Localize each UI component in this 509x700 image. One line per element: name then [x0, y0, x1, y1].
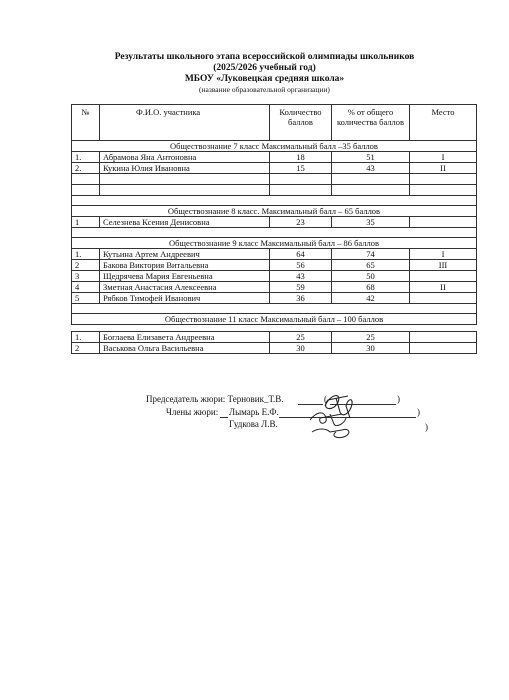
row-score: 64: [270, 249, 332, 260]
jury-member-2: Гудкова Л.В.: [229, 419, 278, 429]
signature-scribble: [290, 384, 420, 444]
row-percent: 50: [332, 271, 410, 282]
row-percent: 25: [332, 332, 410, 343]
empty-row: [72, 185, 477, 196]
jury-member-1: Лымарь Е.Ф.: [229, 407, 279, 417]
row-percent: 68: [332, 282, 410, 293]
row-name: Щедрячева Мария Евгеньевна: [100, 271, 270, 282]
paren-close: ): [397, 394, 400, 404]
empty-row: [72, 196, 477, 206]
section-title: Обществознание 9 класс Максимальный балл – 86 баллов: [72, 238, 477, 249]
col-name: Ф.И.О. участника: [100, 105, 270, 141]
row-place: [410, 332, 477, 343]
row-score: 25: [270, 332, 332, 343]
row-name: Рябков Тимофей Иванович: [100, 293, 270, 304]
section-row-7: [72, 141, 477, 152]
table-row: [72, 332, 477, 343]
row-place: [410, 217, 477, 228]
row-score: 43: [270, 271, 332, 282]
empty-row: [72, 174, 477, 185]
jury-chair: Председатель жюри: Терновик_Т.В.: [146, 394, 284, 404]
row-score: 36: [270, 293, 332, 304]
col-score: Количество баллов: [270, 105, 332, 141]
row-number: 1.: [72, 332, 100, 343]
row-place: I: [410, 152, 477, 163]
table-row: [72, 152, 477, 163]
row-percent: 30: [332, 343, 410, 354]
row-number: 4: [72, 282, 100, 293]
row-place: [410, 271, 477, 282]
row-place: III: [410, 260, 477, 271]
row-name: Зметная Анастасия Алексеевна: [100, 282, 270, 293]
section-title: Обществознание 8 класс. Максимальный балл – 65 баллов: [72, 206, 477, 217]
row-percent: 74: [332, 249, 410, 260]
row-percent: 51: [332, 152, 410, 163]
table-header-row: [72, 105, 477, 141]
school-name: МБОУ «Луковецкая средняя школа»: [184, 74, 345, 84]
table-row: [72, 271, 477, 282]
section-row-8: [72, 206, 477, 217]
row-percent: 65: [332, 260, 410, 271]
title-line-2: (2025/2026 учебный год): [213, 63, 316, 73]
table-row: [72, 163, 477, 174]
table-row: [72, 217, 477, 228]
row-name: Кутьина Артем Андреевич: [100, 249, 270, 260]
row-score: 23: [270, 217, 332, 228]
paren-close: ): [425, 422, 428, 432]
row-name: Боглаева Елизавета Андреевна: [100, 332, 270, 343]
row-percent: 42: [332, 293, 410, 304]
row-number: 1: [72, 217, 100, 228]
row-number: 1.: [72, 152, 100, 163]
table-row: [72, 260, 477, 271]
table-row: [72, 249, 477, 260]
signature-line: [220, 417, 228, 418]
row-number: 2: [72, 260, 100, 271]
col-number: №: [72, 105, 100, 141]
title-line-1: Результаты школьного этапа всероссийской олимпиады школьников: [114, 52, 415, 62]
row-score: 56: [270, 260, 332, 271]
row-number: 5: [72, 293, 100, 304]
section-row-9: [72, 238, 477, 249]
row-place: II: [410, 163, 477, 174]
row-number: 1.: [72, 249, 100, 260]
empty-row: [72, 228, 477, 238]
results-table: [71, 104, 477, 354]
school-caption: (название образовательной организации): [199, 85, 330, 94]
table-row: [72, 343, 477, 354]
row-score: 59: [270, 282, 332, 293]
table-row: [72, 293, 477, 304]
col-place: Место: [410, 105, 477, 141]
row-name: Селезнева Ксения Денисовна: [100, 217, 270, 228]
row-percent: 43: [332, 163, 410, 174]
empty-row: [72, 304, 477, 314]
col-percent: % от общего количества баллов: [332, 105, 410, 141]
table-row: [72, 282, 477, 293]
row-place: [410, 343, 477, 354]
row-name: Абрамова Яна Антоновна: [100, 152, 270, 163]
row-percent: 35: [332, 217, 410, 228]
row-number: 3: [72, 271, 100, 282]
row-score: 30: [270, 343, 332, 354]
jury-members-label: Члены жюри:: [166, 407, 219, 417]
row-name: Васькова Ольга Васильевна: [100, 343, 270, 354]
row-name: Кукина Юлия Ивановна: [100, 163, 270, 174]
row-number: 2: [72, 343, 100, 354]
section-title: Обществознание 7 класс Максимальный балл –35 баллов: [72, 141, 477, 152]
row-score: 18: [270, 152, 332, 163]
row-score: 15: [270, 163, 332, 174]
row-name: Бакова Виктория Витальевна: [100, 260, 270, 271]
row-place: I: [410, 249, 477, 260]
row-place: II: [410, 282, 477, 293]
row-place: [410, 293, 477, 304]
section-row-11: [72, 314, 477, 325]
paren-open: (: [324, 394, 327, 404]
paren-close: ): [417, 407, 420, 417]
row-number: 2.: [72, 163, 100, 174]
section-title: Обществознание 11 класс Максимальный балл – 100 баллов: [72, 314, 477, 325]
empty-row: [72, 325, 477, 332]
